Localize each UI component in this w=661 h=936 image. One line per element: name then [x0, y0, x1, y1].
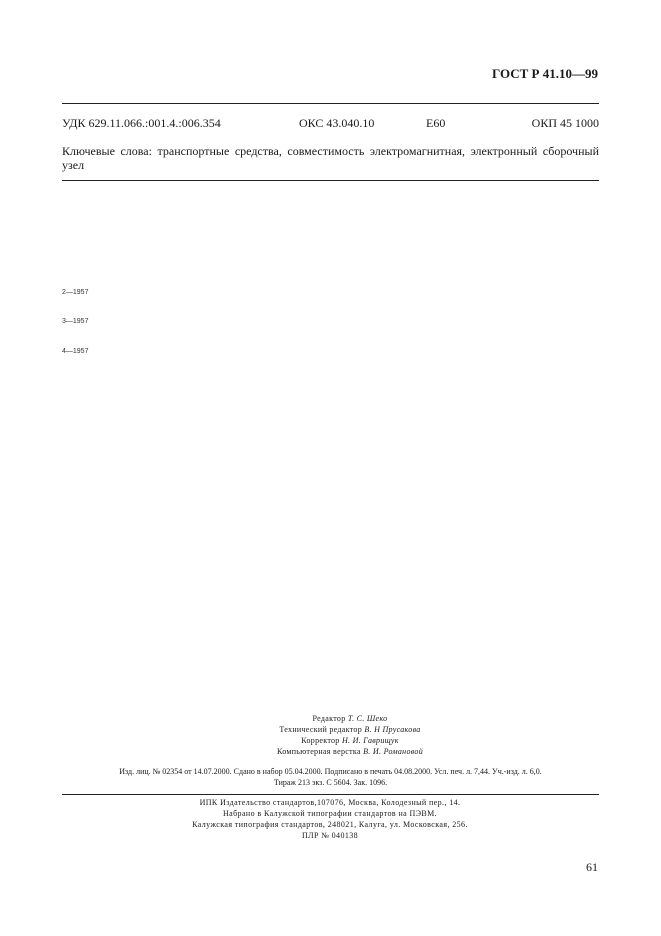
publisher-block — [100, 797, 560, 841]
credits-block — [150, 713, 550, 757]
margin-note: 4—1957 — [62, 348, 89, 355]
publisher-line: Калужская типография стандартов, 248021, Калуга, ул. Московская, 256. — [192, 820, 468, 829]
credit-line: Технический редактор В. Н Прусакова — [279, 725, 421, 734]
publisher-line: ПЛР № 040138 — [301, 831, 359, 840]
standard-id-header: ГОСТ Р 41.10—99 — [492, 66, 598, 81]
credit-line: Корректор Н. И. Гаврищук — [301, 736, 399, 745]
publisher-line: ИПК Издательство стандартов,107076, Москва, Колодезный пер., 14. — [199, 798, 461, 807]
page-number: 61 — [586, 860, 598, 874]
classification-codes — [62, 116, 599, 132]
margin-note: 2—1957 — [62, 289, 89, 296]
imprint-line: Тираж 213 экз. С 5604. Зак. 1096. — [273, 778, 388, 787]
udk-code: УДК 629.11.066.:001.4.:006.354 — [62, 116, 221, 130]
imprint-rule — [62, 794, 599, 795]
imprint-block — [62, 766, 599, 788]
top-rule — [62, 103, 599, 104]
publisher-line: Набрано в Калужской типографии стандартов на ПЭВМ. — [222, 809, 438, 818]
credit-line: Редактор Т. С. Шеко — [312, 714, 388, 723]
e-code: Е60 — [426, 116, 446, 130]
credit-line: Компьютерная верстка В. И. Романовой — [276, 747, 424, 756]
okp-code: ОКП 45 1000 — [531, 116, 599, 130]
keywords-rule — [62, 180, 599, 181]
oks-code: ОКС 43.040.10 — [299, 116, 375, 130]
keywords: Ключевые слова: транспортные средства, совместимость электромагнитная, электронный сборочный узел — [62, 144, 599, 172]
margin-note: 3—1957 — [62, 318, 89, 325]
imprint-line: Изд. лиц. № 02354 от 14.07.2000. Сдано в набор 05.04.2000. Подписано в печать 04.08.2000. Усл. печ. л. 7,44. Уч.-изд. л. 6,0. — [119, 767, 542, 776]
